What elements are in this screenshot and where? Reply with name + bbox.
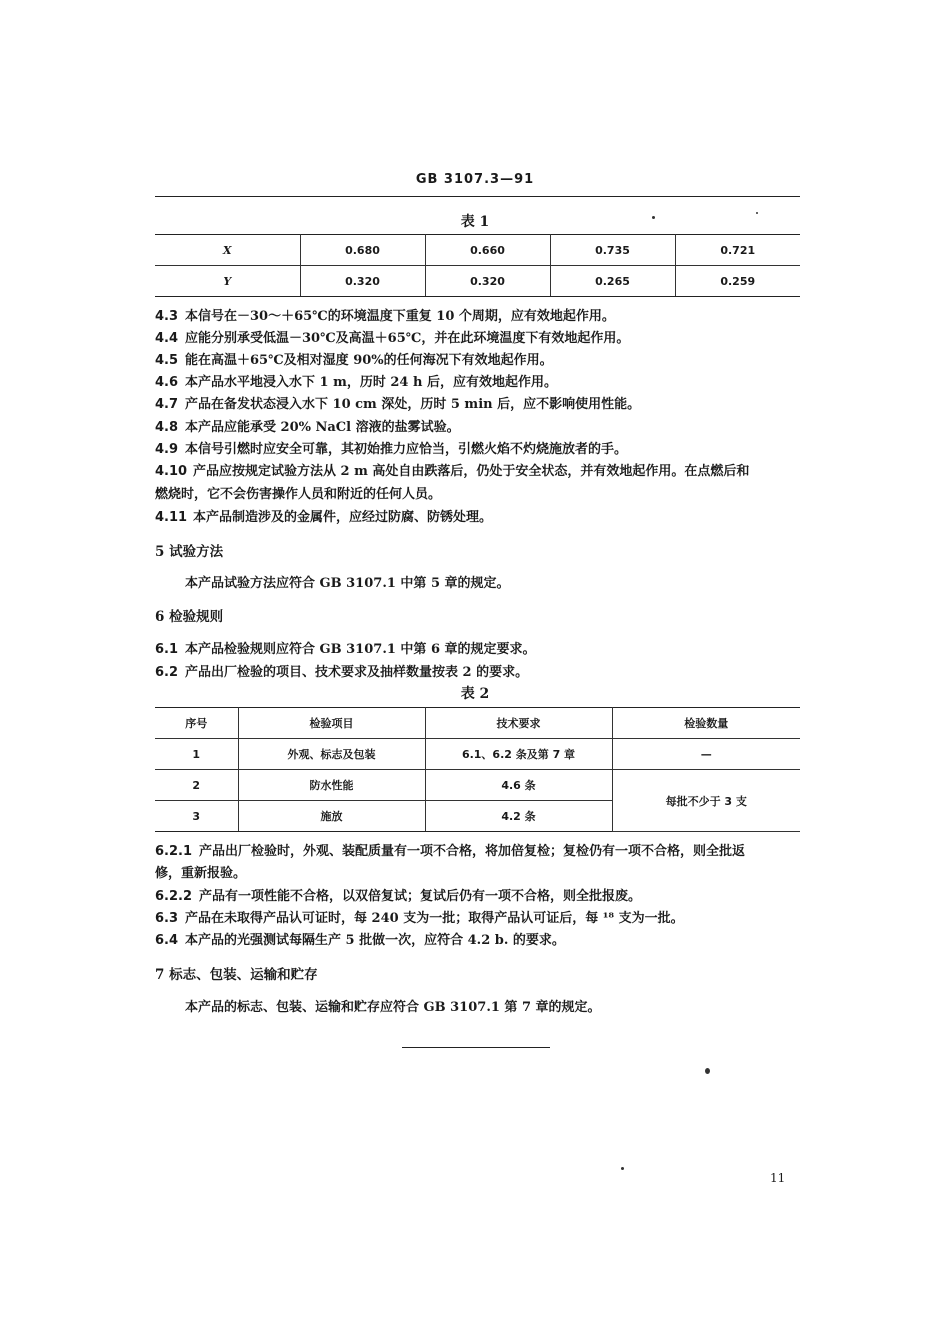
- clause-4-5: 4.5 能在高温＋65℃及相对湿度 90%的任何海况下有效地起作用。: [155, 353, 553, 368]
- table2-row: [155, 739, 800, 770]
- table1-row-label: Y: [155, 266, 300, 297]
- table1-row: [155, 266, 800, 297]
- table2-cell-req: 4.6 条: [425, 770, 612, 801]
- table1-row: [155, 235, 800, 266]
- clause-4-7: 4.7 产品在备发状态浸入水下 10 cm 深处，历时 5 min 后，应不影响使用性能。: [155, 397, 641, 412]
- section-7-text: 本产品的标志、包装、运输和贮存应符合 GB 3107.1 第 7 章的规定。: [185, 1000, 601, 1015]
- table2-cell-qty-merged: 每批不少于 3 支: [612, 770, 800, 832]
- table2-cell-req: 6.1、6.2 条及第 7 章: [425, 739, 612, 770]
- table2-cell-item: 施放: [238, 801, 425, 832]
- clause-6-2-1: 6.2.1 产品出厂检验时，外观、装配质量有一项不合格，将加倍复检；复检仍有一项不合格，则全批返: [155, 844, 746, 859]
- table2-cell-req: 4.2 条: [425, 801, 612, 832]
- table2-header: 技术要求: [425, 708, 612, 739]
- header-rule: [155, 196, 800, 197]
- table2-header: 检验项目: [238, 708, 425, 739]
- table1-cell: 0.259: [675, 266, 800, 297]
- table1-cell: 0.660: [425, 235, 550, 266]
- table1-cell: 0.721: [675, 235, 800, 266]
- clause-4-10: 4.10 产品应按规定试验方法从 2 m 高处自由跌落后，仍处于安全状态，并有效地起作用。在点燃后和: [155, 464, 750, 479]
- clause-6-3: 6.3 产品在未取得产品认可证时，每 240 支为一批；取得产品认可证后，每 ¹⁸ 支为一批。: [155, 911, 684, 926]
- section-5-heading: 5 试验方法: [155, 544, 224, 560]
- section-7-heading: 7 标志、包装、运输和贮存: [155, 967, 318, 983]
- clause-4-11: 4.11 本产品制造涉及的金属件，应经过防腐、防锈处理。: [155, 510, 493, 525]
- clause-6-2-1-continuation: 修，重新报验。: [155, 866, 247, 881]
- page-number: 11: [770, 1171, 786, 1185]
- table2-row: [155, 770, 800, 801]
- clause-6-2-2: 6.2.2 产品有一项性能不合格，以双倍复试；复试后仍有一项不合格，则全批报废。: [155, 889, 642, 904]
- table1: [155, 234, 800, 297]
- clause-6-2: 6.2 产品出厂检验的项目、技术要求及抽样数量按表 2 的要求。: [155, 665, 529, 680]
- table2-header-row: [155, 708, 800, 739]
- clause-4-6: 4.6 本产品水平地浸入水下 1 m，历时 24 h 后，应有效地起作用。: [155, 375, 557, 390]
- clause-4-4: 4.4 应能分别承受低温－30℃及高温＋65℃，并在此环境温度下有效地起作用。: [155, 331, 630, 346]
- table2-cell-item: 防水性能: [238, 770, 425, 801]
- table2-header: 序号: [155, 708, 238, 739]
- clause-4-10-continuation: 燃烧时，它不会伤害操作人员和附近的任何人员。: [155, 487, 442, 502]
- table2-cell-no: 1: [155, 739, 238, 770]
- scan-speck: [652, 216, 655, 219]
- scan-speck: [621, 1167, 624, 1170]
- clause-4-8: 4.8 本产品应能承受 20% NaCl 溶液的盐雾试验。: [155, 420, 460, 435]
- section-6-heading: 6 检验规则: [155, 609, 224, 625]
- table2-header: 检验数量: [612, 708, 800, 739]
- standard-code: GB 3107.3—91: [415, 172, 535, 187]
- table1-cell: 0.320: [425, 266, 550, 297]
- table2: [155, 707, 800, 832]
- clause-4-9: 4.9 本信号引燃时应安全可靠，其初始推力应恰当，引燃火焰不灼烧施放者的手。: [155, 442, 628, 457]
- table2-cell-no: 3: [155, 801, 238, 832]
- clause-6-4: 6.4 本产品的光强测试每隔生产 5 批做一次，应符合 4.2 b. 的要求。: [155, 933, 565, 948]
- table2-cell-qty: —: [612, 739, 800, 770]
- table2-caption: 表 2: [460, 686, 490, 702]
- table1-row-label: X: [155, 235, 300, 266]
- section-5-text: 本产品试验方法应符合 GB 3107.1 中第 5 章的规定。: [185, 576, 510, 591]
- table1-cell: 0.735: [550, 235, 675, 266]
- scan-speck: [705, 1068, 710, 1074]
- clause-6-1: 6.1 本产品检验规则应符合 GB 3107.1 中第 6 章的规定要求。: [155, 642, 536, 657]
- table2-cell-no: 2: [155, 770, 238, 801]
- scan-speck: [756, 212, 758, 214]
- table1-cell: 0.320: [300, 266, 425, 297]
- table1-cell: 0.265: [550, 266, 675, 297]
- table1-cell: 0.680: [300, 235, 425, 266]
- table2-cell-item: 外观、标志及包装: [238, 739, 425, 770]
- clause-4-3: 4.3 本信号在－30～＋65℃的环境温度下重复 10 个周期，应有效地起作用。: [155, 309, 615, 324]
- end-rule: [402, 1047, 550, 1048]
- table1-caption: 表 1: [460, 214, 490, 230]
